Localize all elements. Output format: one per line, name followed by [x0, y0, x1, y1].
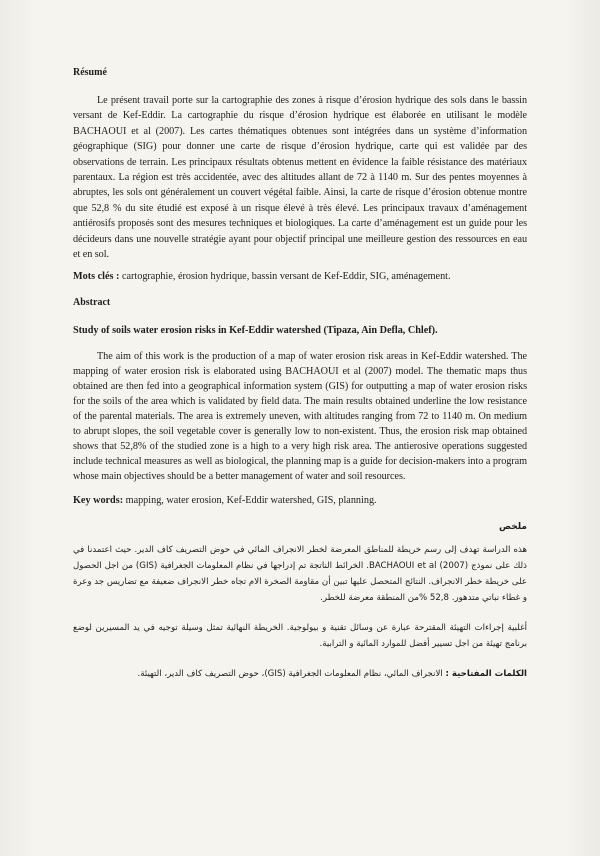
document-content	[73, 66, 527, 682]
resume-keywords-label: Mots clés :	[73, 271, 120, 283]
resume-keywords-text: cartographie, érosion hydrique, bassin versant de Kef-Eddir, SIG, aménagement.	[121, 271, 451, 283]
resume-paragraph: Le présent travail porte sur la cartographie des zones à risque d’érosion hydrique des sols dans le bassin versant de Kef-Eddir. La cartographie du risque d’érosion hydrique est élaborée en utilisant le modèle BACHAOUI et al (2007). Les cartes thématiques obtenues sont intégrées dans un système d’information géographique (SIG) pour donner une carte de risque d’érosion hydrique, carte qui est validée par des observations de terrain. Les principaux résultats obtenus mettent en évidence la faible résistance des matériaux parentaux. La région est très accidentée, avec des altitudes allant de 72 à 1140 m. Sur des pentes moyennes à abruptes, les sols ont généralement un couvert végétal faible. Ainsi, la carte de risque d’érosion obtenue montre que 52,8 % du site étudié est exposé à un risque élevé à très élevé. Les principaux travaux d’aménagement antiérosifs proposés sont des mesures techniques et biologiques. La carte d’aménagement est un guide pour les décideurs dans une nouvelle stratégie ayant pour objectif principal une meilleure gestion des ressources en eau et en sol.	[73, 95, 527, 261]
abstract-heading: Abstract	[73, 297, 111, 309]
resume-heading: Résumé	[73, 67, 107, 78]
arabic-keywords-text: الانجراف المائي، نظام المعلومات الجغرافية (GIS)، حوض التصريف كاف الدير، التهيئة.	[137, 668, 443, 679]
arabic-paragraph-2: أغلبية إجراءات التهيئة المقترحة عبارة عن وسائل تقنية و بيولوجية. الخريطة النهائية تمثل وسيلة توجيه في يد المسيرين لوضع برنامج تهيئة من اجل تسيير أفضل للموارد المائية و الترابية.	[73, 622, 527, 649]
abstract-keywords	[73, 494, 527, 508]
abstract-keywords-text: mapping, water erosion, Kef-Eddir watershed, GIS, planning.	[125, 494, 377, 506]
arabic-paragraph-1: هذه الدراسة تهدف إلى رسم خريطة للمناطق المعرضة لخطر الانجراف المائي في حوض التصريف كاف الدير. حيث اعتمدنا في ذلك على نموذج BACHAOUI et al (2007). الخرائط الناتجة تم إدراجها في نظام المعلومات الجغرافية (GIS) من اجل الحصول على خريطة خطر الانجراف. النتائج المتحصل عليها تبين أن مقاومة الصخرة الام تجاه خطر الانجراف ضعيفة مع تضاريس جد وعرة و غطاء نباتي متدهور. 52,8 %من المنطقة معرضة للخطر.	[73, 544, 527, 603]
arabic-keywords	[73, 666, 527, 682]
abstract-body	[73, 350, 527, 484]
arabic-keywords-label: الكلمات المفتاحية :	[445, 668, 527, 679]
abstract-title: Study of soils water erosion risks in Kef-Eddir watershed (Tipaza, Ain Defla, Chlef).	[73, 325, 438, 337]
resume-keywords	[73, 270, 527, 284]
abstract-keywords-label: Key words:	[73, 494, 124, 506]
arabic-heading: ملخص	[498, 521, 527, 532]
abstract-paragraph: The aim of this work is the production of a map of water erosion risk areas in Kef-Eddir watershed. The mapping of water erosion risk is elaborated using BACHAOUI et al (2007) model. The thematic maps thus obtained are then fed into a geographical information system (GIS) for outputting a map of water erosion risks for the soils of the area which is validated by field data. The main results obtained underline the low resistance of the parental materials. The area is extremely uneven, with altitudes ranging from 72 to 1140 m. On medium to abrupt slopes, the soil vegetable cover is generally low to non-existent. Thus, the erosion risk map obtained shows that 52,8% of the studied zone is a high to a very high risk area. The antierosive operations suggested include technical measures as well as biological, the planning map is a guide for decision-makers into a program whose main objectives should be a better management of water and soil resources.	[73, 351, 527, 482]
